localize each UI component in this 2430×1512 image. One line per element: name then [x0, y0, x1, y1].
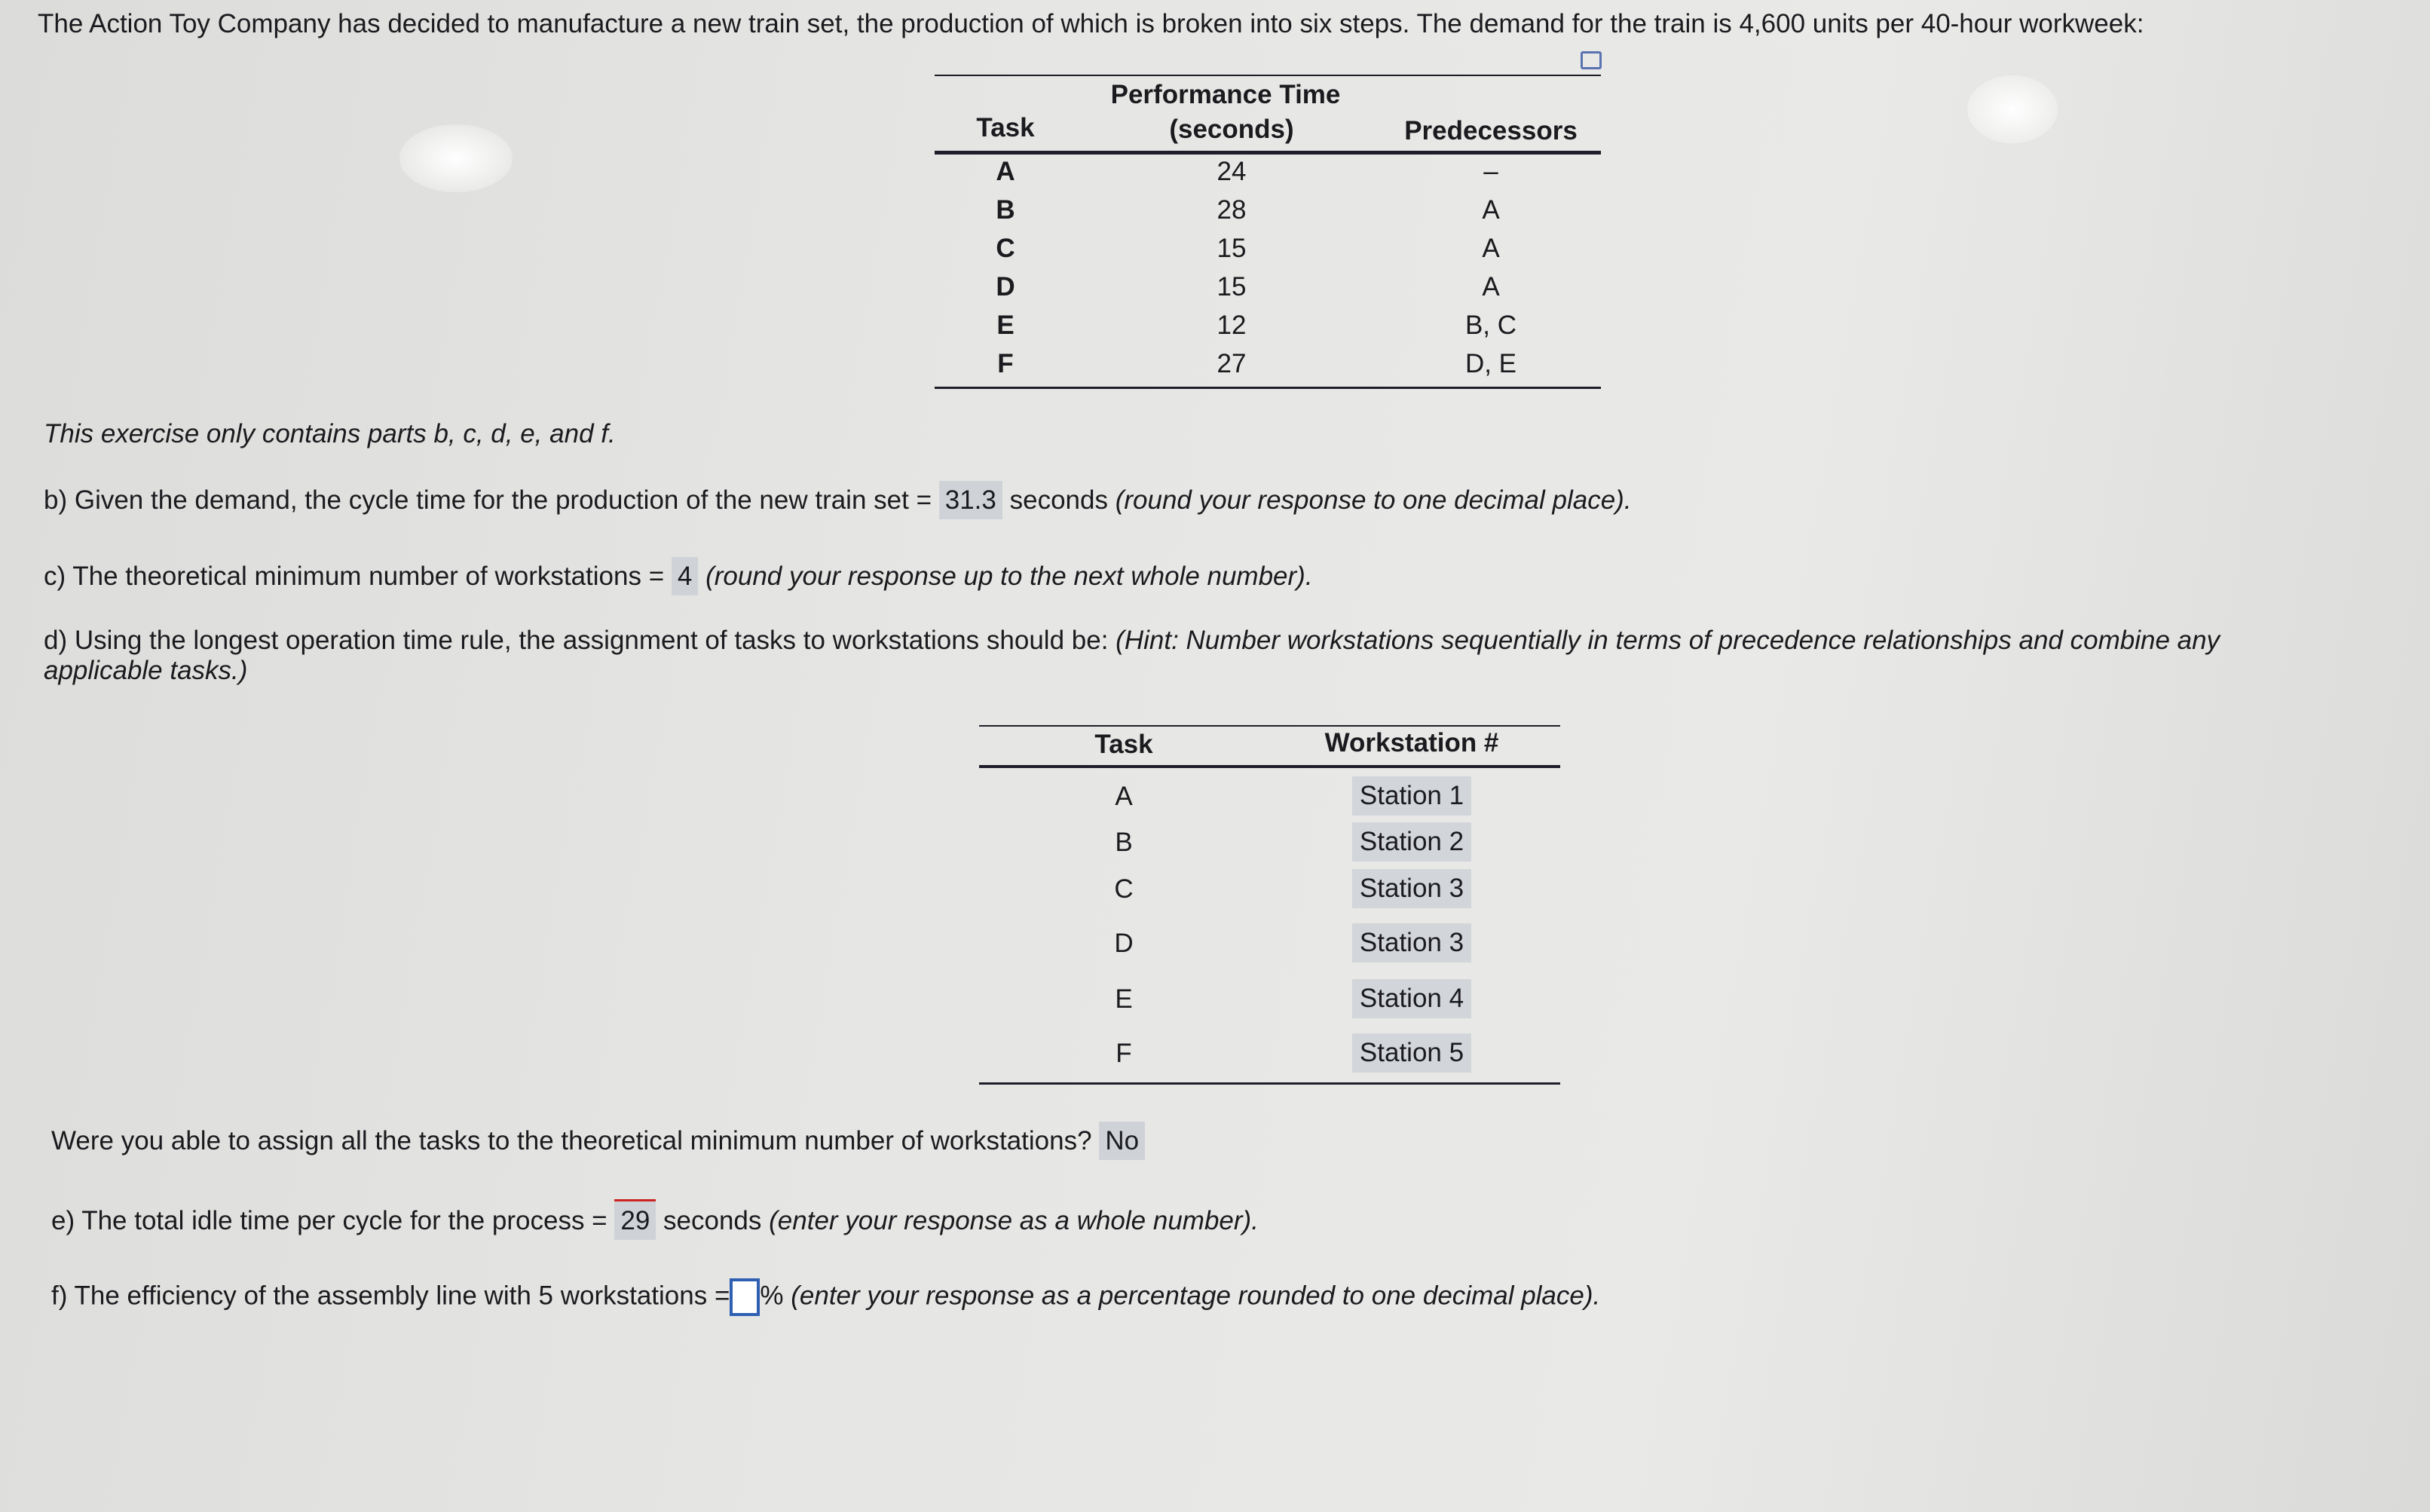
workstation-select[interactable]: Station 1 [1352, 776, 1471, 816]
cell-task: D [1114, 929, 1134, 958]
question-d: d) Using the longest operation time rule, the assignment of tasks to workstations should be: (Hint: Number workstations sequentially in terms of precedence relationships and combine any applicable tasks.) [44, 626, 2220, 685]
cell-pred: A [1482, 272, 1500, 301]
cell-time: 27 [1217, 349, 1247, 378]
question-c: c) The theoretical minimum number of workstations = 4 (round your response up to the next whole number). [44, 562, 1313, 592]
cell-task: D [996, 272, 1015, 301]
cell-pred: B, C [1464, 311, 1517, 340]
question-minimum: Were you able to assign all the tasks to the theoretical minimum number of workstations? No [51, 1126, 1145, 1156]
header-task: Task [976, 113, 1035, 142]
cell-time: 15 [1217, 272, 1247, 301]
idle-time-answer[interactable]: 29 [614, 1199, 656, 1240]
header-workstation: Workstation # [1324, 728, 1499, 758]
cell-pred: – [1483, 157, 1498, 186]
header-time-unit: (seconds) [1169, 115, 1294, 144]
cell-time: 12 [1217, 311, 1247, 340]
cell-pred: D, E [1464, 349, 1517, 378]
intro-text: The Action Toy Company has decided to manufacture a new train set, the production of which is broken into six steps. The demand for the train is 4,600 units per 40-hour workweek: [38, 9, 2144, 38]
workstation-select[interactable]: Station 4 [1352, 979, 1471, 1018]
cell-time: 24 [1217, 157, 1247, 186]
cell-task: A [996, 157, 1015, 186]
workstation-select[interactable]: Station 2 [1352, 822, 1471, 862]
header-predecessors: Predecessors [1404, 116, 1578, 145]
header-task: Task [1094, 730, 1153, 759]
question-b: b) Given the demand, the cycle time for the production of the new train set = 31.3 seconds (round your response to one decimal place). [44, 485, 1632, 516]
minimum-answer[interactable]: No [1099, 1122, 1145, 1160]
cell-task: F [1116, 1039, 1132, 1068]
note-text: This exercise only contains parts b, c, d, e, and f. [44, 419, 616, 448]
cell-time: 28 [1217, 195, 1247, 225]
cell-pred: A [1482, 234, 1500, 263]
workstation-select[interactable]: Station 5 [1352, 1033, 1471, 1073]
cell-task: E [996, 311, 1015, 340]
cell-task: A [1115, 782, 1133, 811]
cell-pred: A [1482, 195, 1500, 225]
screen-glare [1967, 75, 2058, 143]
cell-task: F [997, 349, 1014, 378]
question-f: f) The efficiency of the assembly line with 5 workstations = % (enter your response as a percentage rounded to one decimal place). [51, 1278, 1600, 1316]
question-e: e) The total idle time per cycle for the process = 29 seconds (enter your response as a whole number). [51, 1206, 1259, 1236]
cell-task: C [1114, 874, 1134, 904]
workstation-select[interactable]: Station 3 [1352, 869, 1471, 908]
header-time: Performance Time [1110, 80, 1341, 109]
cell-time: 15 [1217, 234, 1247, 263]
cell-task: C [996, 234, 1015, 263]
copy-icon[interactable] [1581, 51, 1602, 69]
min-workstations-answer[interactable]: 4 [672, 557, 698, 595]
screen-glare [399, 124, 513, 192]
cell-task: E [1115, 984, 1133, 1014]
cell-task: B [1115, 828, 1133, 857]
workstation-select[interactable]: Station 3 [1352, 923, 1471, 963]
efficiency-input[interactable] [730, 1278, 760, 1316]
cycle-time-answer[interactable]: 31.3 [939, 481, 1002, 519]
cell-task: B [996, 195, 1015, 225]
